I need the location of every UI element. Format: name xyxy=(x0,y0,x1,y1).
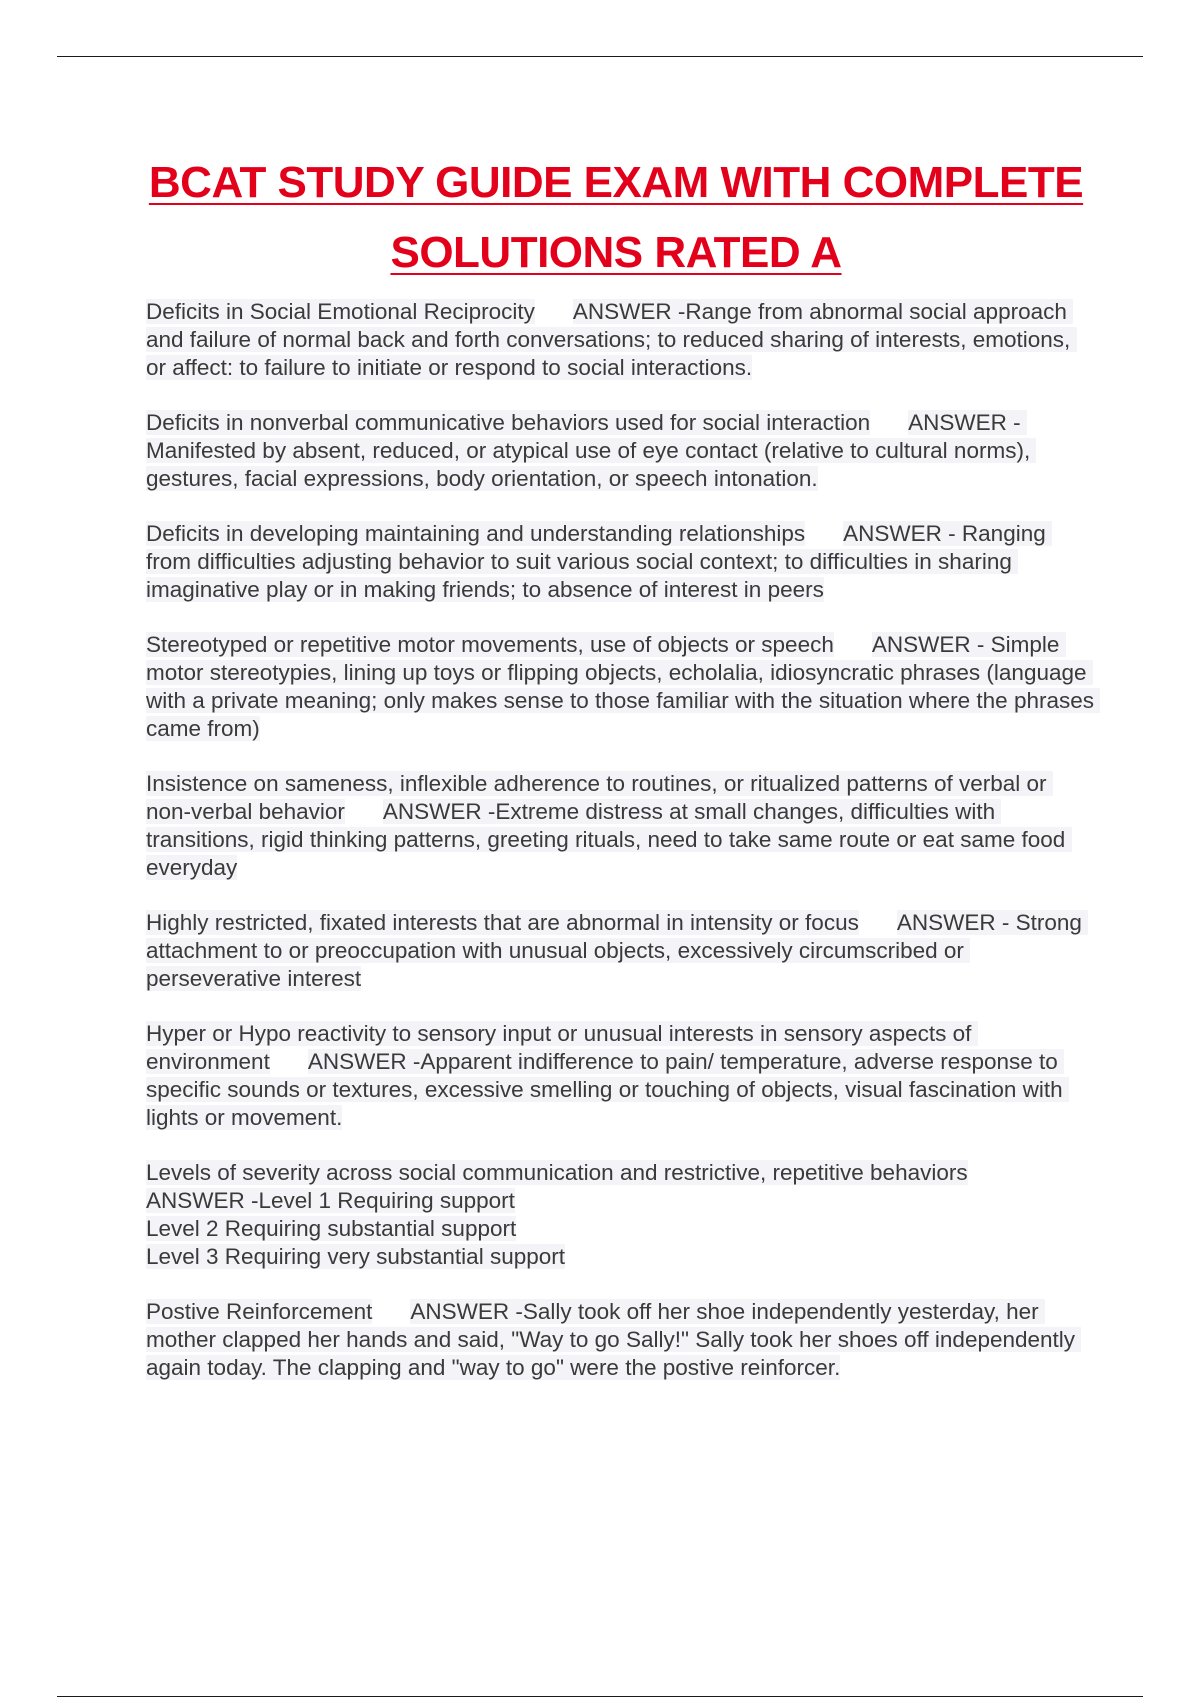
qa-entry-positive-reinforcement xyxy=(146,1298,1096,1382)
entry-term: Deficits in nonverbal communicative behaviors used for social interaction xyxy=(146,410,871,435)
qa-entry-relationships xyxy=(146,520,1096,604)
qa-entry-nonverbal-behaviors xyxy=(146,409,1096,493)
entry-answer: ANSWER -Range from abnormal social approach and failure of normal back and forth conversations; to reduced sharing of interests, emotions, or affect: to failure to initiate or respond to social interactions. xyxy=(146,299,1077,380)
entry-answer: ANSWER - Ranging from difficulties adjusting behavior to suit various social context; to difficulties in sharing imaginative play or in making friends; to absence of interest in peers xyxy=(146,521,1053,602)
entry-term: Deficits in Social Emotional Reciprocity xyxy=(146,299,535,324)
entry-term: Stereotyped or repetitive motor movements, use of objects or speech xyxy=(146,632,834,657)
qa-list xyxy=(146,298,1101,1409)
qa-entry-stereotyped-movements xyxy=(146,631,1101,743)
qa-entry-restricted-interests xyxy=(146,909,1096,993)
footer-rule xyxy=(57,1696,1143,1697)
entry-answer: ANSWER -Extreme distress at small changes, difficulties with transitions, rigid thinking patterns, greeting rituals, need to take same route or eat same food everyday xyxy=(146,799,1072,880)
qa-entry-severity-levels xyxy=(146,1159,1096,1271)
entry-term: Postive Reinforcement xyxy=(146,1299,373,1324)
document-title xyxy=(146,148,1086,288)
entry-term: Deficits in developing maintaining and understanding relationships xyxy=(146,521,806,546)
entry-answer: ANSWER -Sally took off her shoe independently yesterday, her mother clapped her hands and said, "Way to go Sally!" Sally took her shoes off independently again today. The clapping and "way to go" were the postive reinforcer. xyxy=(146,1299,1082,1380)
qa-entry-sensory-reactivity xyxy=(146,1020,1096,1132)
title-line-1: BCAT STUDY GUIDE EXAM WITH COMPLETE xyxy=(148,158,1084,207)
entry-term: Levels of severity across social communication and restrictive, repetitive behaviors xyxy=(146,1160,968,1185)
entry-answer: ANSWER - Simple motor stereotypies, lining up toys or flipping objects, echolalia, idiosyncratic phrases (language with a private meaning; only makes sense to those familiar with the situation where the phrases came from) xyxy=(146,632,1101,741)
qa-entry-insistence-sameness xyxy=(146,770,1096,882)
title-line-2: SOLUTIONS RATED A xyxy=(390,228,842,277)
entry-answer: ANSWER - Strong attachment to or preoccupation with unusual objects, excessively circumscribed or perseverative interest xyxy=(146,910,1089,991)
header-rule xyxy=(57,56,1143,57)
qa-entry-social-reciprocity xyxy=(146,298,1096,382)
entry-answer: ANSWER -Level 1 Requiring support Level 2 Requiring substantial support Level 3 Requiring very substantial support xyxy=(146,1188,565,1269)
entry-term: Highly restricted, fixated interests that are abnormal in intensity or focus xyxy=(146,910,859,935)
entry-term: Hyper or Hypo reactivity to sensory input or unusual interests in sensory aspects of environment xyxy=(146,1021,978,1074)
entry-answer: ANSWER - Manifested by absent, reduced, or atypical use of eye contact (relative to cultural norms), gestures, facial expressions, body orientation, or speech intonation. xyxy=(146,410,1037,491)
entry-term: Insistence on sameness, inflexible adherence to routines, or ritualized patterns of verbal or non-verbal behavior xyxy=(146,771,1053,824)
entry-answer: ANSWER -Apparent indifference to pain/ temperature, adverse response to specific sounds or textures, excessive smelling or touching of objects, visual fascination with lights or movement. xyxy=(146,1049,1069,1130)
